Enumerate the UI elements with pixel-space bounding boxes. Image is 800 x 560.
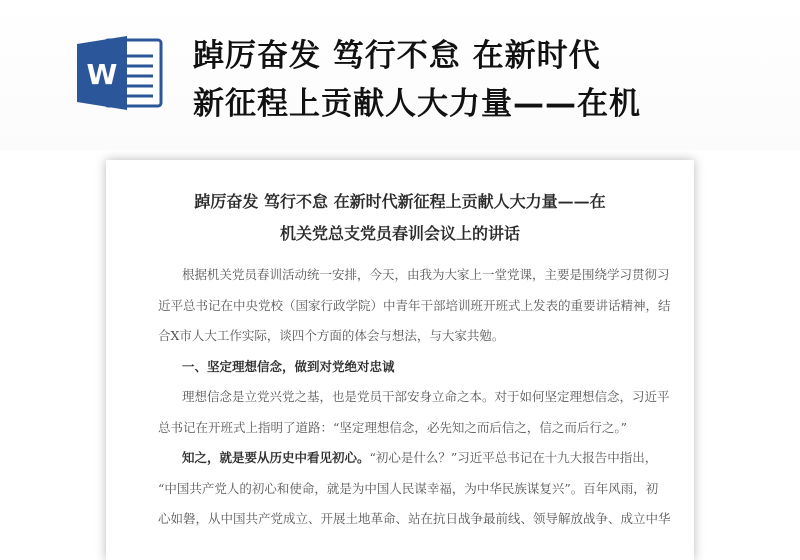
section-heading: 一、坚定理想信念，做到对党绝对忠诚 xyxy=(182,358,395,374)
paragraph-line: “中国共产党人的初心和使命，就是为中国人民谋幸福，为中华民族谋复兴”。百年风雨，初 xyxy=(158,480,659,496)
paragraph-text: “初心是什么？”习近平总书记在十九大报告中指出， xyxy=(369,450,658,465)
document-title-line-1: 踔厉奋发 笃行不怠 在新时代新征程上贡献人大力量——在 xyxy=(194,192,606,211)
paragraph-ideals xyxy=(112,382,688,443)
word-icon-letter: W xyxy=(86,58,118,91)
document-title-line-2: 机关党总支党员春训会议上的讲话 xyxy=(279,224,520,243)
bold-lead-text: 知之，就是要从历史中看见初心。 xyxy=(182,450,370,465)
file-title xyxy=(193,32,773,128)
paragraph-line: 近平总书记在中央党校（国家行政学院）中青年干部培训班开班式上发表的重要讲话精神，结 xyxy=(158,297,671,313)
paragraph-line: 总书记在开班式上指明了道路：“坚定理想信念，必先知之而后信之，信之而后行之。” xyxy=(158,419,628,435)
paragraph-line xyxy=(158,443,658,474)
document-title xyxy=(112,186,688,250)
file-title-line-1: 踔厉奋发 笃行不怠 在新时代 xyxy=(193,38,601,74)
document-page xyxy=(112,166,688,546)
paragraph-line: 合X市人大工作实际，谈四个方面的体会与想法，与大家共勉。 xyxy=(158,328,505,343)
preview-header xyxy=(0,0,800,150)
paragraph-history xyxy=(112,443,688,535)
paragraph-line: 根据机关党员春训活动统一安排，今天，由我为大家上一堂党课，主要是围绕学习贯彻习 xyxy=(182,267,670,282)
word-icon xyxy=(75,34,165,112)
file-title-line-2: 新征程上贡献人大力量——在机 xyxy=(193,86,641,122)
paragraph-line: 理想信念是立党兴党之基，也是党员干部安身立命之本。对于如何坚定理想信念，习近平 xyxy=(182,389,670,404)
paragraph-intro xyxy=(112,260,688,352)
paragraph-line: 心如磐，从中国共产党成立、开展土地革命、站在抗日战争最前线、领导解放战争、成立中华 xyxy=(158,511,671,526)
